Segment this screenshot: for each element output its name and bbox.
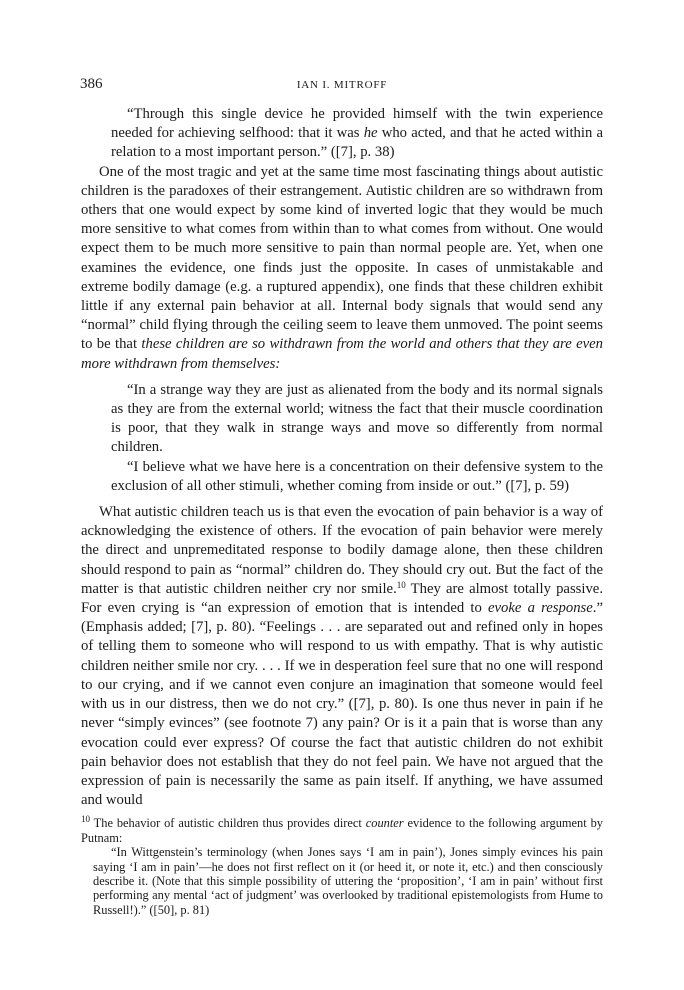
quote-1-text-1: “Through this single device he provided himself with the twin experience needed for achieving selfhood: that it was (111, 106, 603, 142)
block-quote-2 (111, 381, 603, 496)
paragraph-2-text-1: What autistic children teach us is that even the evocation of pain behavior is a way of acknowledging the existence of others. If the evocation of pain behavior were merely the direct and unpremeditated response to bodily damage alone, then these children should respond to pain as “normal” children do. They should cry out. But the fact of the matter is that autistic children neither cry nor smile. (81, 504, 603, 597)
paragraph-2-emphasis: evoke a response (488, 600, 593, 617)
block-quote-1 (111, 105, 603, 163)
page-header (80, 76, 604, 94)
footnote-lead-2: evidence to the following argument by Putnam: (81, 816, 603, 845)
footnote-10 (81, 816, 603, 845)
running-head: IAN I. MITROFF (296, 79, 388, 91)
footnote-marker: 10 (81, 814, 90, 825)
quote-1-text-2: who acted, and that he acted within a relation to a most important person.” ([7], p. 38) (111, 125, 603, 161)
paragraph-1 (81, 163, 603, 374)
footnote-reference[interactable]: 10 (396, 579, 406, 590)
block-quote-1-text (111, 105, 603, 163)
quote-1-emphasis: he (363, 125, 378, 142)
page-number: 386 (80, 76, 103, 92)
footnote-quote: “In Wittgenstein’s terminology (when Jones says ‘I am in pain’), Jones simply evinces his pain saying ‘I am in pain’—he does not first reflect on it (or heed it, or note it, etc.) and then consciously describe it. (Note that this simple possibility of uttering the ‘proposition’, ‘I am in pain’ without first performing any mental ‘act of judgment’ was overlooked by traditional epistemologists from Hume to Russell!).” ([50], p. 81) (93, 845, 603, 917)
page-body (81, 105, 603, 917)
footnote-area (81, 816, 603, 917)
footnote-lead-1: The behavior of autistic children thus provides direct (90, 816, 366, 831)
paragraph-1-text: One of the most tragic and yet at the same time most fascinating things about autistic children is the paradoxes of their estrangement. Autistic children are so withdrawn from others that one would expect by some kind of inverted logic that they would be much more sensitive to what comes from within than to what comes from without. One would expect them to be much more sensitive to pain than normal people are. Yet, when one examines the evidence, one finds just the opposite. In cases of unmistakable and extreme bodily damage (e.g. a ruptured appendix), one finds that these children exhibit little if any external pain behavior at all. Internal body signals that would send any “normal” child flying through the ceiling seem to leave them unmoved. The point seems to be that (81, 163, 603, 353)
footnote-emphasis: counter (365, 816, 404, 831)
block-quote-2-para-2: “I believe what we have here is a concentration on their defensive system to the exclusion of all other stimuli, whether coming from inside or out.” ([7], p. 59) (111, 458, 603, 494)
paragraph-2-text-3: .” (Emphasis added; [7], p. 80). “Feelings . . . are separated out and refined only in hopes of telling them to someone who will respond to us with empathy. That is why autistic children neither smile nor cry. . . . If we in desperation feel sure that no one will respond to our crying, and if we cannot even conjure an imagination that someone would feel with us in our distress, then we do not cry.” ([7], p. 80). Is one thus never in pain if he never “simply evinces” (see footnote 7) any pain? Or is it a pain that is worse than any evocation could ever express? Of course the fact that autistic children do not exhibit pain behavior does not establish that they do not feel pain. We have not argued that the expression of pain is necessarily the same as pain itself. If anything, we have assumed and would (81, 600, 603, 809)
block-quote-2-para-1: “In a strange way they are just as alienated from the body and its normal signals as they are from the external world; witness the fact that their muscle coordination is poor, that they walk in strange ways and move so differently from normal children. (111, 381, 603, 456)
paragraph-1-emphasis: these children are so withdrawn from the world and others that they are even more withdrawn from themselves: (81, 336, 603, 372)
paragraph-2-text-2: They are almost totally passive. For even crying is “an expression of emotion that is intended to (81, 580, 603, 617)
paragraph-2 (81, 503, 603, 810)
